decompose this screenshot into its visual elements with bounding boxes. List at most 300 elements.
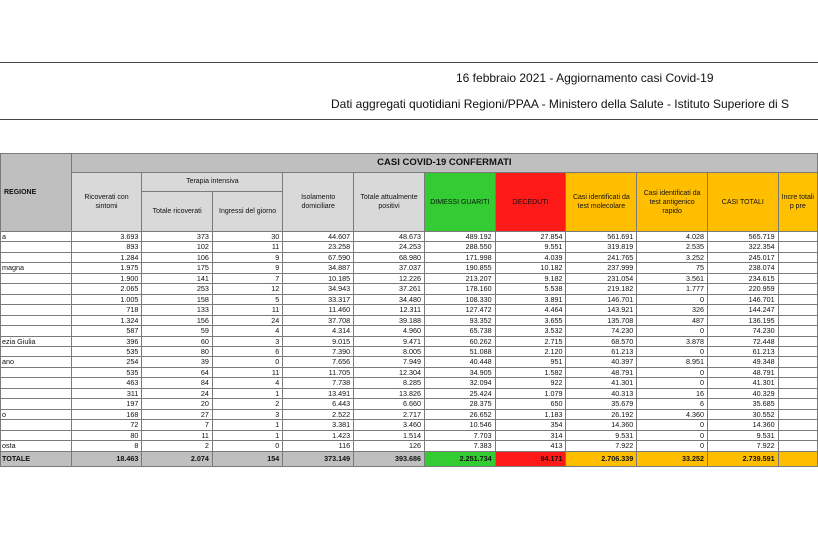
cell-ricoverati: 718 — [71, 305, 142, 315]
cell-incremento — [778, 420, 817, 430]
cell-ti-ingressi: 1 — [212, 388, 282, 398]
cell-guariti: 93.352 — [424, 315, 495, 325]
cell-ti-ingressi: 11 — [212, 367, 282, 377]
cell-casi-totali: 136.195 — [707, 315, 778, 325]
cell-isolamento: 23.258 — [283, 242, 354, 252]
cell-ricoverati: 311 — [71, 388, 142, 398]
cell-deceduti: 413 — [495, 441, 566, 451]
cell-molecolare: 41.301 — [566, 378, 637, 388]
cell-ricoverati: 3.693 — [71, 232, 142, 242]
cell-deceduti: 1.582 — [495, 367, 566, 377]
cell-guariti: 26.652 — [424, 409, 495, 419]
cell-deceduti: 314 — [495, 430, 566, 440]
table-row — [1, 263, 818, 273]
cell-ti-totale: 158 — [142, 294, 213, 304]
col-group-terapia: Terapia intensiva — [142, 173, 283, 192]
cell-deceduti: 9.182 — [495, 273, 566, 283]
cell-molecolare: 61.213 — [566, 346, 637, 356]
cell-positivi: 8.005 — [354, 346, 425, 356]
table-row — [1, 326, 818, 336]
cell-incremento — [778, 315, 817, 325]
cell-guariti: 32.094 — [424, 378, 495, 388]
cell-ricoverati: 80 — [71, 430, 142, 440]
cell-antigenico: 2.535 — [637, 242, 708, 252]
cell-deceduti: 94.171 — [495, 451, 566, 466]
cell-ti-totale: 156 — [142, 315, 213, 325]
cell-deceduti: 3.532 — [495, 326, 566, 336]
col-ti-ingressi: Ingressi del giorno — [212, 192, 282, 232]
cell-incremento — [778, 346, 817, 356]
cell-positivi: 39.188 — [354, 315, 425, 325]
cell-ricoverati: 2.065 — [71, 284, 142, 294]
cell-ti-totale: 39 — [142, 357, 213, 367]
cell-positivi: 4.960 — [354, 326, 425, 336]
table-row — [1, 252, 818, 262]
cell-incremento — [778, 305, 817, 315]
cell-isolamento: 10.185 — [283, 273, 354, 283]
cell-isolamento: 6.443 — [283, 399, 354, 409]
cell-molecolare: 7.922 — [566, 441, 637, 451]
cell-deceduti: 951 — [495, 357, 566, 367]
cell-isolamento: 2.522 — [283, 409, 354, 419]
cell-casi-totali: 41.301 — [707, 378, 778, 388]
cell-ti-ingressi: 9 — [212, 263, 282, 273]
cell-positivi: 1.514 — [354, 430, 425, 440]
cell-ti-ingressi: 7 — [212, 273, 282, 283]
cell-deceduti: 3.655 — [495, 315, 566, 325]
table-row — [1, 284, 818, 294]
region-cell: ano — [1, 357, 72, 367]
cell-antigenico: 3.878 — [637, 336, 708, 346]
cell-deceduti: 1.183 — [495, 409, 566, 419]
cell-antigenico: 487 — [637, 315, 708, 325]
cell-ricoverati: 463 — [71, 378, 142, 388]
cell-deceduti: 4.039 — [495, 252, 566, 262]
cell-ti-totale: 175 — [142, 263, 213, 273]
cell-deceduti: 1.079 — [495, 388, 566, 398]
cell-isolamento: 7.738 — [283, 378, 354, 388]
cell-molecolare: 241.765 — [566, 252, 637, 262]
cell-incremento — [778, 441, 817, 451]
total-row — [1, 451, 818, 466]
cell-molecolare: 561.691 — [566, 232, 637, 242]
cell-ti-ingressi: 3 — [212, 336, 282, 346]
cell-ricoverati: 893 — [71, 242, 142, 252]
cell-guariti: 40.448 — [424, 357, 495, 367]
region-cell — [1, 378, 72, 388]
col-guariti: DIMESSI GUARITI — [424, 173, 495, 232]
cell-ricoverati: 1.900 — [71, 273, 142, 283]
cell-isolamento: 67.590 — [283, 252, 354, 262]
table-row — [1, 430, 818, 440]
report-source: Dati aggregati quotidiani Regioni/PPAA - Ministero della Salute - Istituto Superiore di S — [331, 97, 790, 111]
cell-isolamento: 7.656 — [283, 357, 354, 367]
region-cell — [1, 420, 72, 430]
table-row — [1, 336, 818, 346]
col-ti-totale: Totale ricoverati — [142, 192, 213, 232]
cell-ti-ingressi: 1 — [212, 430, 282, 440]
table-row — [1, 305, 818, 315]
cell-incremento — [778, 388, 817, 398]
region-cell: o — [1, 409, 72, 419]
cell-deceduti: 10.182 — [495, 263, 566, 273]
cell-molecolare: 237.999 — [566, 263, 637, 273]
cell-antigenico: 0 — [637, 326, 708, 336]
cell-ricoverati: 1.005 — [71, 294, 142, 304]
cell-ricoverati: 197 — [71, 399, 142, 409]
cell-incremento — [778, 367, 817, 377]
cell-positivi: 68.980 — [354, 252, 425, 262]
region-cell — [1, 315, 72, 325]
table-row — [1, 294, 818, 304]
cell-incremento — [778, 252, 817, 262]
cell-incremento — [778, 409, 817, 419]
cell-positivi: 37.037 — [354, 263, 425, 273]
cell-incremento — [778, 232, 817, 242]
cell-deceduti: 27.854 — [495, 232, 566, 242]
cell-molecolare: 2.706.339 — [566, 451, 637, 466]
cell-isolamento: 7.390 — [283, 346, 354, 356]
cell-casi-totali: 7.922 — [707, 441, 778, 451]
cell-antigenico: 0 — [637, 378, 708, 388]
cell-guariti: 288.550 — [424, 242, 495, 252]
cell-molecolare: 146.701 — [566, 294, 637, 304]
cell-guariti: 65.738 — [424, 326, 495, 336]
cell-ti-totale: 11 — [142, 430, 213, 440]
cell-ti-totale: 373 — [142, 232, 213, 242]
table-row — [1, 420, 818, 430]
cell-antigenico: 16 — [637, 388, 708, 398]
cell-antigenico: 3.252 — [637, 252, 708, 262]
cell-ti-ingressi: 0 — [212, 441, 282, 451]
cell-positivi: 393.686 — [354, 451, 425, 466]
cell-incremento — [778, 294, 817, 304]
cell-incremento — [778, 378, 817, 388]
cell-guariti: 127.472 — [424, 305, 495, 315]
cell-positivi: 34.480 — [354, 294, 425, 304]
region-cell: a — [1, 232, 72, 242]
col-antigenico: Casi identificati da test antigenico rapido — [637, 173, 708, 232]
cell-isolamento: 13.491 — [283, 388, 354, 398]
cell-ti-ingressi: 6 — [212, 346, 282, 356]
cell-incremento — [778, 430, 817, 440]
cell-guariti: 2.251.734 — [424, 451, 495, 466]
region-header: REGIONE — [1, 154, 72, 232]
cell-molecolare: 219.182 — [566, 284, 637, 294]
cell-molecolare: 68.570 — [566, 336, 637, 346]
cell-casi-totali: 146.701 — [707, 294, 778, 304]
cell-ti-totale: 84 — [142, 378, 213, 388]
table-row — [1, 273, 818, 283]
cell-ti-totale: 80 — [142, 346, 213, 356]
cell-incremento — [778, 357, 817, 367]
cell-incremento — [778, 273, 817, 283]
cell-ti-ingressi: 0 — [212, 357, 282, 367]
cell-guariti: 34.905 — [424, 367, 495, 377]
cell-isolamento: 373.149 — [283, 451, 354, 466]
cell-ricoverati: 535 — [71, 346, 142, 356]
cell-casi-totali: 220.959 — [707, 284, 778, 294]
cell-ti-ingressi: 4 — [212, 378, 282, 388]
cell-ti-totale: 106 — [142, 252, 213, 262]
col-ricoverati: Ricoverati con sintomi — [71, 173, 142, 232]
cell-ti-ingressi: 12 — [212, 284, 282, 294]
cell-guariti: 51.088 — [424, 346, 495, 356]
cell-positivi: 126 — [354, 441, 425, 451]
cell-isolamento: 11.460 — [283, 305, 354, 315]
cell-ti-ingressi: 5 — [212, 294, 282, 304]
cell-ti-totale: 60 — [142, 336, 213, 346]
cell-ti-ingressi: 2 — [212, 399, 282, 409]
cell-incremento — [778, 336, 817, 346]
cell-antigenico: 3.561 — [637, 273, 708, 283]
cell-positivi: 2.717 — [354, 409, 425, 419]
cell-molecolare: 143.921 — [566, 305, 637, 315]
region-cell — [1, 388, 72, 398]
cell-antigenico: 0 — [637, 441, 708, 451]
table-row — [1, 357, 818, 367]
table-row — [1, 346, 818, 356]
cell-ricoverati: 168 — [71, 409, 142, 419]
cell-antigenico: 8.951 — [637, 357, 708, 367]
cell-isolamento: 4.314 — [283, 326, 354, 336]
cell-antigenico: 6 — [637, 399, 708, 409]
cell-isolamento: 34.887 — [283, 263, 354, 273]
region-cell: osta — [1, 441, 72, 451]
region-cell — [1, 399, 72, 409]
cell-guariti: 7.703 — [424, 430, 495, 440]
cell-ti-totale: 2 — [142, 441, 213, 451]
region-cell: magna — [1, 263, 72, 273]
cell-isolamento: 44.607 — [283, 232, 354, 242]
cell-antigenico: 0 — [637, 346, 708, 356]
cell-molecolare: 319.819 — [566, 242, 637, 252]
cell-ti-totale: 7 — [142, 420, 213, 430]
cell-antigenico: 326 — [637, 305, 708, 315]
region-cell — [1, 430, 72, 440]
cell-incremento — [778, 263, 817, 273]
cell-positivi: 7.949 — [354, 357, 425, 367]
cell-ti-totale: 133 — [142, 305, 213, 315]
cell-molecolare: 26.192 — [566, 409, 637, 419]
cell-ti-ingressi: 1 — [212, 420, 282, 430]
cell-molecolare: 9.531 — [566, 430, 637, 440]
cell-deceduti: 2.120 — [495, 346, 566, 356]
cell-guariti: 213.207 — [424, 273, 495, 283]
cell-guariti: 10.546 — [424, 420, 495, 430]
cell-isolamento: 116 — [283, 441, 354, 451]
cell-ti-totale: 27 — [142, 409, 213, 419]
table-row — [1, 399, 818, 409]
col-casi-totali: CASI TOTALI — [707, 173, 778, 232]
cell-casi-totali: 238.074 — [707, 263, 778, 273]
cell-deceduti: 650 — [495, 399, 566, 409]
col-deceduti: DECEDUTI — [495, 173, 566, 232]
cell-deceduti: 2.715 — [495, 336, 566, 346]
cell-incremento — [778, 242, 817, 252]
cell-isolamento: 37.708 — [283, 315, 354, 325]
cell-isolamento: 33.317 — [283, 294, 354, 304]
cell-positivi: 48.673 — [354, 232, 425, 242]
region-cell — [1, 242, 72, 252]
cell-ti-totale: 253 — [142, 284, 213, 294]
region-cell — [1, 346, 72, 356]
region-cell — [1, 294, 72, 304]
cell-molecolare: 35.679 — [566, 399, 637, 409]
table-row — [1, 388, 818, 398]
col-incremento: Incre totali p pre — [778, 173, 817, 232]
table-title: CASI COVID-19 CONFERMATI — [71, 154, 817, 173]
col-molecolare: Casi identificati da test molecolare — [566, 173, 637, 232]
cell-deceduti: 922 — [495, 378, 566, 388]
report-header — [0, 62, 818, 120]
cell-ricoverati: 1.324 — [71, 315, 142, 325]
cell-guariti: 178.160 — [424, 284, 495, 294]
cell-guariti: 108.330 — [424, 294, 495, 304]
cell-antigenico: 0 — [637, 430, 708, 440]
cell-molecolare: 14.360 — [566, 420, 637, 430]
cell-molecolare: 40.313 — [566, 388, 637, 398]
cell-molecolare: 231.054 — [566, 273, 637, 283]
region-cell — [1, 284, 72, 294]
cell-molecolare: 135.708 — [566, 315, 637, 325]
cell-antigenico: 0 — [637, 420, 708, 430]
cell-casi-totali: 2.739.591 — [707, 451, 778, 466]
cell-ti-ingressi: 11 — [212, 305, 282, 315]
cell-casi-totali: 14.360 — [707, 420, 778, 430]
report-title: 16 febbraio 2021 - Aggiornamento casi Covid-19 — [456, 71, 714, 85]
cell-casi-totali: 245.017 — [707, 252, 778, 262]
cell-deceduti: 9.551 — [495, 242, 566, 252]
cell-isolamento: 1.423 — [283, 430, 354, 440]
cell-molecolare: 40.397 — [566, 357, 637, 367]
cell-molecolare: 48.791 — [566, 367, 637, 377]
cell-ricoverati: 587 — [71, 326, 142, 336]
cell-isolamento: 3.381 — [283, 420, 354, 430]
cell-deceduti: 5.538 — [495, 284, 566, 294]
cell-casi-totali: 74.230 — [707, 326, 778, 336]
cell-deceduti: 3.891 — [495, 294, 566, 304]
cell-casi-totali: 144.247 — [707, 305, 778, 315]
cell-guariti: 7.383 — [424, 441, 495, 451]
region-cell — [1, 273, 72, 283]
table-row — [1, 242, 818, 252]
region-cell — [1, 326, 72, 336]
cell-casi-totali: 234.615 — [707, 273, 778, 283]
cell-antigenico: 1.777 — [637, 284, 708, 294]
cell-deceduti: 4.464 — [495, 305, 566, 315]
col-positivi: Totale attualmente positivi — [354, 173, 425, 232]
col-isolamento: Isolamento domiciliare — [283, 173, 354, 232]
cell-ti-totale: 2.074 — [142, 451, 213, 466]
cell-molecolare: 74.230 — [566, 326, 637, 336]
cell-antigenico: 4.028 — [637, 232, 708, 242]
cell-ti-ingressi: 3 — [212, 409, 282, 419]
cell-ti-totale: 59 — [142, 326, 213, 336]
table-row — [1, 409, 818, 419]
cell-positivi: 12.311 — [354, 305, 425, 315]
cell-casi-totali: 322.354 — [707, 242, 778, 252]
region-cell — [1, 367, 72, 377]
cell-positivi: 12.226 — [354, 273, 425, 283]
cell-ricoverati: 72 — [71, 420, 142, 430]
cell-ricoverati: 535 — [71, 367, 142, 377]
cell-casi-totali: 49.348 — [707, 357, 778, 367]
region-cell: TOTALE — [1, 451, 72, 466]
cell-positivi: 6.660 — [354, 399, 425, 409]
cell-ti-totale: 102 — [142, 242, 213, 252]
cell-casi-totali: 35.685 — [707, 399, 778, 409]
cell-ti-ingressi: 154 — [212, 451, 282, 466]
cell-casi-totali: 30.552 — [707, 409, 778, 419]
cell-casi-totali: 48.791 — [707, 367, 778, 377]
cell-antigenico: 0 — [637, 294, 708, 304]
cell-casi-totali: 72.448 — [707, 336, 778, 346]
cell-casi-totali: 9.531 — [707, 430, 778, 440]
covid-data-table — [0, 153, 818, 467]
cell-ti-totale: 20 — [142, 399, 213, 409]
cell-positivi: 3.460 — [354, 420, 425, 430]
cell-positivi: 24.253 — [354, 242, 425, 252]
region-cell — [1, 252, 72, 262]
cell-ti-totale: 141 — [142, 273, 213, 283]
cell-positivi: 37.261 — [354, 284, 425, 294]
cell-deceduti: 354 — [495, 420, 566, 430]
region-cell — [1, 305, 72, 315]
cell-guariti: 60.262 — [424, 336, 495, 346]
cell-incremento — [778, 326, 817, 336]
cell-ti-ingressi: 30 — [212, 232, 282, 242]
table-row — [1, 315, 818, 325]
table-row — [1, 378, 818, 388]
cell-ti-totale: 64 — [142, 367, 213, 377]
cell-ricoverati: 1.284 — [71, 252, 142, 262]
cell-casi-totali: 61.213 — [707, 346, 778, 356]
cell-ricoverati: 8 — [71, 441, 142, 451]
cell-casi-totali: 40.329 — [707, 388, 778, 398]
cell-ricoverati: 1.975 — [71, 263, 142, 273]
cell-positivi: 12.304 — [354, 367, 425, 377]
cell-antigenico: 0 — [637, 367, 708, 377]
table-row — [1, 367, 818, 377]
cell-isolamento: 11.705 — [283, 367, 354, 377]
cell-incremento — [778, 451, 817, 466]
cell-ricoverati: 254 — [71, 357, 142, 367]
cell-guariti: 190.855 — [424, 263, 495, 273]
cell-ti-ingressi: 11 — [212, 242, 282, 252]
cell-isolamento: 9.015 — [283, 336, 354, 346]
cell-guariti: 25.424 — [424, 388, 495, 398]
cell-positivi: 13.826 — [354, 388, 425, 398]
table-row — [1, 441, 818, 451]
cell-incremento — [778, 284, 817, 294]
table-row — [1, 232, 818, 242]
cell-positivi: 8.285 — [354, 378, 425, 388]
cell-antigenico: 33.252 — [637, 451, 708, 466]
cell-antigenico: 75 — [637, 263, 708, 273]
cell-isolamento: 34.943 — [283, 284, 354, 294]
cell-ti-ingressi: 4 — [212, 326, 282, 336]
cell-ti-ingressi: 9 — [212, 252, 282, 262]
cell-incremento — [778, 399, 817, 409]
region-cell: ezia Giulia — [1, 336, 72, 346]
cell-guariti: 171.998 — [424, 252, 495, 262]
cell-ricoverati: 396 — [71, 336, 142, 346]
cell-guariti: 489.192 — [424, 232, 495, 242]
cell-ricoverati: 18.463 — [71, 451, 142, 466]
cell-positivi: 9.471 — [354, 336, 425, 346]
cell-antigenico: 4.360 — [637, 409, 708, 419]
